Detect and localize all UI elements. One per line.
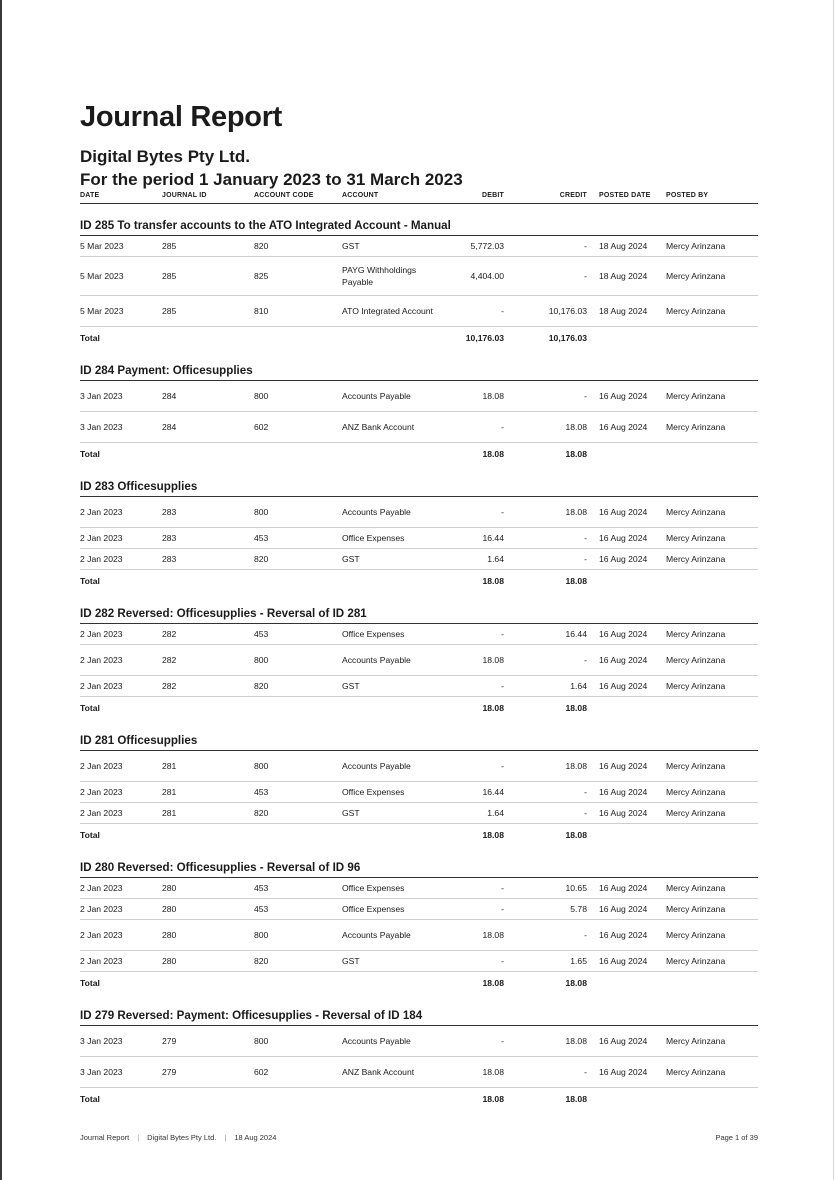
cell-debit: 18.08 — [434, 381, 512, 412]
cell-account-code: 820 — [254, 951, 342, 972]
cell-credit: - — [512, 528, 595, 549]
total-spacer — [595, 443, 758, 466]
cell-debit: 16.44 — [434, 782, 512, 803]
cell-journal-id: 285 — [162, 296, 254, 327]
cell-account: Accounts Payable — [342, 381, 434, 412]
cell-account-code: 820 — [254, 549, 342, 570]
cell-posted-by: Mercy Arinzana — [662, 1057, 758, 1088]
cell-account: GST — [342, 236, 434, 257]
table-row — [80, 624, 758, 645]
total-label: Total — [80, 978, 100, 988]
report-period: For the period 1 January 2023 to 31 March 2023 — [80, 170, 463, 189]
cell-date: 2 Jan 2023 — [80, 549, 162, 570]
cell-posted-date: 16 Aug 2024 — [595, 497, 662, 528]
total-debit: 18.08 — [482, 576, 504, 586]
total-debit: 18.08 — [482, 449, 504, 459]
cell-credit: - — [512, 1057, 595, 1088]
journal-group-title: ID 282 Reversed: Officesupplies - Reversal of ID 281 — [80, 592, 758, 624]
table-row — [80, 257, 758, 296]
footer-date: 18 Aug 2024 — [234, 1133, 277, 1142]
cell-journal-id: 283 — [162, 497, 254, 528]
col-header-account-code: ACCOUNT CODE — [254, 190, 342, 204]
total-credit: 18.08 — [565, 449, 587, 459]
cell-date: 2 Jan 2023 — [80, 878, 162, 899]
cell-account-code: 453 — [254, 624, 342, 645]
group-total-row — [80, 972, 758, 995]
total-spacer — [595, 972, 758, 995]
table-row — [80, 803, 758, 824]
cell-posted-date: 16 Aug 2024 — [595, 1026, 662, 1057]
total-debit: 10,176.03 — [465, 333, 504, 343]
table-row — [80, 878, 758, 899]
cell-date: 2 Jan 2023 — [80, 899, 162, 920]
cell-posted-date: 16 Aug 2024 — [595, 1057, 662, 1088]
journal-group-title: ID 284 Payment: Officesupplies — [80, 349, 758, 381]
total-spacer — [595, 824, 758, 847]
cell-date: 2 Jan 2023 — [80, 624, 162, 645]
table-row — [80, 899, 758, 920]
cell-posted-date: 16 Aug 2024 — [595, 676, 662, 697]
col-header-date: DATE — [80, 190, 162, 204]
total-credit: 18.08 — [565, 703, 587, 713]
total-debit: 18.08 — [482, 703, 504, 713]
group-total-row — [80, 1088, 758, 1111]
cell-account-code: 602 — [254, 412, 342, 443]
cell-posted-date: 16 Aug 2024 — [595, 528, 662, 549]
total-label: Total — [80, 703, 100, 713]
cell-posted-by: Mercy Arinzana — [662, 899, 758, 920]
total-label: Total — [80, 333, 100, 343]
cell-posted-by: Mercy Arinzana — [662, 1026, 758, 1057]
cell-date: 2 Jan 2023 — [80, 645, 162, 676]
cell-account-code: 800 — [254, 497, 342, 528]
col-header-posted-date: POSTED DATE — [595, 190, 662, 204]
cell-posted-by: Mercy Arinzana — [662, 920, 758, 951]
cell-journal-id: 280 — [162, 878, 254, 899]
cell-account-code: 820 — [254, 236, 342, 257]
cell-account: Accounts Payable — [342, 920, 434, 951]
cell-journal-id: 284 — [162, 412, 254, 443]
cell-posted-by: Mercy Arinzana — [662, 782, 758, 803]
total-spacer — [595, 327, 758, 350]
cell-journal-id: 281 — [162, 751, 254, 782]
cell-date: 2 Jan 2023 — [80, 676, 162, 697]
cell-posted-by: Mercy Arinzana — [662, 878, 758, 899]
cell-posted-by: Mercy Arinzana — [662, 236, 758, 257]
table-row — [80, 1026, 758, 1057]
cell-debit: - — [434, 878, 512, 899]
cell-debit: - — [434, 951, 512, 972]
cell-date: 2 Jan 2023 — [80, 803, 162, 824]
cell-account: GST — [342, 951, 434, 972]
cell-journal-id: 282 — [162, 624, 254, 645]
cell-posted-by: Mercy Arinzana — [662, 257, 758, 296]
cell-date: 3 Jan 2023 — [80, 1057, 162, 1088]
cell-account-code: 820 — [254, 676, 342, 697]
cell-date: 2 Jan 2023 — [80, 951, 162, 972]
journal-group-title: ID 281 Officesupplies — [80, 719, 758, 751]
total-label: Total — [80, 449, 100, 459]
cell-credit: - — [512, 236, 595, 257]
cell-account: Accounts Payable — [342, 751, 434, 782]
cell-account: ATO Integrated Account — [342, 296, 434, 327]
cell-credit: 18.08 — [512, 412, 595, 443]
cell-credit: - — [512, 782, 595, 803]
total-label: Total — [80, 1094, 100, 1104]
table-row — [80, 676, 758, 697]
cell-credit: - — [512, 803, 595, 824]
total-spacer — [595, 1088, 758, 1111]
cell-posted-by: Mercy Arinzana — [662, 645, 758, 676]
cell-posted-date: 16 Aug 2024 — [595, 951, 662, 972]
cell-journal-id: 282 — [162, 676, 254, 697]
cell-posted-date: 16 Aug 2024 — [595, 878, 662, 899]
cell-credit: 18.08 — [512, 1026, 595, 1057]
cell-posted-by: Mercy Arinzana — [662, 296, 758, 327]
cell-date: 5 Mar 2023 — [80, 236, 162, 257]
cell-posted-date: 16 Aug 2024 — [595, 412, 662, 443]
cell-credit: - — [512, 381, 595, 412]
journal-group-title: ID 285 To transfer accounts to the ATO Integrated Account - Manual — [80, 204, 758, 236]
journal-group-header — [80, 349, 758, 381]
cell-date: 5 Mar 2023 — [80, 257, 162, 296]
cell-credit: - — [512, 257, 595, 296]
col-header-debit: DEBIT — [434, 190, 512, 204]
cell-posted-date: 16 Aug 2024 — [595, 782, 662, 803]
cell-debit: - — [434, 296, 512, 327]
cell-posted-by: Mercy Arinzana — [662, 624, 758, 645]
cell-posted-by: Mercy Arinzana — [662, 497, 758, 528]
cell-date: 5 Mar 2023 — [80, 296, 162, 327]
cell-credit: - — [512, 645, 595, 676]
cell-date: 2 Jan 2023 — [80, 782, 162, 803]
cell-date: 2 Jan 2023 — [80, 920, 162, 951]
table-row — [80, 236, 758, 257]
table-row — [80, 549, 758, 570]
journal-group-title: ID 280 Reversed: Officesupplies - Reversal of ID 96 — [80, 846, 758, 878]
cell-journal-id: 284 — [162, 381, 254, 412]
journal-group-header — [80, 994, 758, 1026]
journal-group-title: ID 279 Reversed: Payment: Officesupplies - Reversal of ID 184 — [80, 994, 758, 1026]
journal-group-header — [80, 719, 758, 751]
cell-journal-id: 280 — [162, 899, 254, 920]
cell-account-code: 820 — [254, 803, 342, 824]
cell-posted-date: 16 Aug 2024 — [595, 381, 662, 412]
total-debit: 18.08 — [482, 830, 504, 840]
cell-journal-id: 279 — [162, 1057, 254, 1088]
cell-credit: 18.08 — [512, 751, 595, 782]
cell-credit: 16.44 — [512, 624, 595, 645]
table-row — [80, 1057, 758, 1088]
cell-posted-by: Mercy Arinzana — [662, 951, 758, 972]
cell-posted-date: 18 Aug 2024 — [595, 257, 662, 296]
cell-account: ANZ Bank Account — [342, 412, 434, 443]
cell-account: Office Expenses — [342, 782, 434, 803]
cell-credit: 5.78 — [512, 899, 595, 920]
cell-debit: - — [434, 497, 512, 528]
group-total-row — [80, 327, 758, 350]
cell-debit: 1.64 — [434, 549, 512, 570]
cell-debit: - — [434, 412, 512, 443]
cell-account-code: 602 — [254, 1057, 342, 1088]
cell-account: PAYG Withholdings Payable — [342, 257, 434, 296]
cell-date: 3 Jan 2023 — [80, 412, 162, 443]
cell-date: 2 Jan 2023 — [80, 497, 162, 528]
cell-journal-id: 281 — [162, 803, 254, 824]
cell-credit: - — [512, 549, 595, 570]
table-row — [80, 645, 758, 676]
table-row — [80, 782, 758, 803]
journal-table — [80, 190, 758, 1110]
cell-credit: - — [512, 920, 595, 951]
cell-posted-date: 16 Aug 2024 — [595, 624, 662, 645]
cell-debit: 4,404.00 — [434, 257, 512, 296]
footer-report-name: Journal Report — [80, 1133, 130, 1142]
cell-journal-id: 283 — [162, 528, 254, 549]
cell-account: Office Expenses — [342, 528, 434, 549]
cell-journal-id: 280 — [162, 951, 254, 972]
cell-credit: 10,176.03 — [512, 296, 595, 327]
cell-debit: 18.08 — [434, 920, 512, 951]
cell-account-code: 800 — [254, 751, 342, 782]
footer-separator: | — [137, 1133, 140, 1142]
cell-account-code: 825 — [254, 257, 342, 296]
col-header-journal-id: JOURNAL ID — [162, 190, 254, 204]
cell-posted-by: Mercy Arinzana — [662, 549, 758, 570]
cell-journal-id: 285 — [162, 236, 254, 257]
cell-posted-date: 16 Aug 2024 — [595, 645, 662, 676]
journal-group-header — [80, 204, 758, 236]
cell-credit: 18.08 — [512, 497, 595, 528]
cell-date: 2 Jan 2023 — [80, 751, 162, 782]
page-footer — [80, 1133, 758, 1142]
total-spacer — [595, 697, 758, 720]
total-credit: 18.08 — [565, 978, 587, 988]
cell-account: Accounts Payable — [342, 645, 434, 676]
table-row — [80, 412, 758, 443]
cell-posted-by: Mercy Arinzana — [662, 676, 758, 697]
column-header-row — [80, 190, 758, 204]
cell-account-code: 453 — [254, 878, 342, 899]
cell-posted-by: Mercy Arinzana — [662, 412, 758, 443]
table-row — [80, 381, 758, 412]
journal-body — [80, 204, 758, 1111]
total-debit: 18.08 — [482, 1094, 504, 1104]
cell-account-code: 800 — [254, 381, 342, 412]
cell-debit: 5,772.03 — [434, 236, 512, 257]
cell-journal-id: 283 — [162, 549, 254, 570]
cell-debit: - — [434, 624, 512, 645]
cell-account-code: 800 — [254, 1026, 342, 1057]
cell-journal-id: 280 — [162, 920, 254, 951]
cell-debit: 1.64 — [434, 803, 512, 824]
cell-account: Office Expenses — [342, 899, 434, 920]
table-row — [80, 951, 758, 972]
group-total-row — [80, 824, 758, 847]
cell-posted-by: Mercy Arinzana — [662, 751, 758, 782]
table-row — [80, 497, 758, 528]
cell-journal-id: 281 — [162, 782, 254, 803]
cell-account-code: 453 — [254, 528, 342, 549]
cell-debit: 18.08 — [434, 1057, 512, 1088]
page-edge-left — [0, 0, 2, 1180]
journal-group-header — [80, 846, 758, 878]
cell-account-code: 453 — [254, 782, 342, 803]
cell-account-code: 453 — [254, 899, 342, 920]
total-credit: 18.08 — [565, 1094, 587, 1104]
group-total-row — [80, 570, 758, 593]
cell-posted-date: 16 Aug 2024 — [595, 751, 662, 782]
cell-debit: - — [434, 899, 512, 920]
company-name: Digital Bytes Pty Ltd. — [80, 147, 251, 166]
cell-account: ANZ Bank Account — [342, 1057, 434, 1088]
cell-posted-date: 16 Aug 2024 — [595, 899, 662, 920]
total-label: Total — [80, 830, 100, 840]
cell-posted-date: 18 Aug 2024 — [595, 236, 662, 257]
cell-posted-by: Mercy Arinzana — [662, 528, 758, 549]
footer-separator: | — [224, 1133, 227, 1142]
cell-posted-by: Mercy Arinzana — [662, 381, 758, 412]
cell-account-code: 800 — [254, 920, 342, 951]
report-title: Journal Report — [80, 101, 283, 133]
col-header-credit: CREDIT — [512, 190, 595, 204]
cell-debit: 16.44 — [434, 528, 512, 549]
cell-posted-date: 16 Aug 2024 — [595, 803, 662, 824]
journal-group-header — [80, 592, 758, 624]
footer-page-number: Page 1 of 39 — [715, 1133, 758, 1142]
cell-journal-id: 279 — [162, 1026, 254, 1057]
cell-date: 3 Jan 2023 — [80, 1026, 162, 1057]
table-row — [80, 751, 758, 782]
cell-credit: 1.65 — [512, 951, 595, 972]
journal-group-header — [80, 465, 758, 497]
cell-account-code: 800 — [254, 645, 342, 676]
cell-credit: 10.65 — [512, 878, 595, 899]
cell-debit: 18.08 — [434, 645, 512, 676]
col-header-posted-by: POSTED BY — [662, 190, 758, 204]
page-edge-right — [833, 0, 834, 1180]
cell-account: Office Expenses — [342, 624, 434, 645]
table-row — [80, 920, 758, 951]
cell-journal-id: 285 — [162, 257, 254, 296]
cell-posted-date: 18 Aug 2024 — [595, 296, 662, 327]
cell-account: GST — [342, 549, 434, 570]
footer-company: Digital Bytes Pty Ltd. — [147, 1133, 217, 1142]
cell-account: Accounts Payable — [342, 1026, 434, 1057]
total-debit: 18.08 — [482, 978, 504, 988]
cell-debit: - — [434, 676, 512, 697]
cell-credit: 1.64 — [512, 676, 595, 697]
cell-debit: - — [434, 751, 512, 782]
total-credit: 10,176.03 — [548, 333, 587, 343]
cell-date: 2 Jan 2023 — [80, 528, 162, 549]
cell-account: GST — [342, 803, 434, 824]
journal-group-title: ID 283 Officesupplies — [80, 465, 758, 497]
cell-journal-id: 282 — [162, 645, 254, 676]
table-row — [80, 528, 758, 549]
total-credit: 18.08 — [565, 830, 587, 840]
total-spacer — [595, 570, 758, 593]
cell-account: GST — [342, 676, 434, 697]
group-total-row — [80, 443, 758, 466]
cell-account: Accounts Payable — [342, 497, 434, 528]
cell-debit: - — [434, 1026, 512, 1057]
cell-account: Office Expenses — [342, 878, 434, 899]
cell-date: 3 Jan 2023 — [80, 381, 162, 412]
total-label: Total — [80, 576, 100, 586]
total-credit: 18.08 — [565, 576, 587, 586]
group-total-row — [80, 697, 758, 720]
table-row — [80, 296, 758, 327]
cell-posted-date: 16 Aug 2024 — [595, 920, 662, 951]
cell-posted-by: Mercy Arinzana — [662, 803, 758, 824]
report-page — [80, 100, 758, 1110]
col-header-account: ACCOUNT — [342, 190, 434, 204]
cell-posted-date: 16 Aug 2024 — [595, 549, 662, 570]
cell-account-code: 810 — [254, 296, 342, 327]
